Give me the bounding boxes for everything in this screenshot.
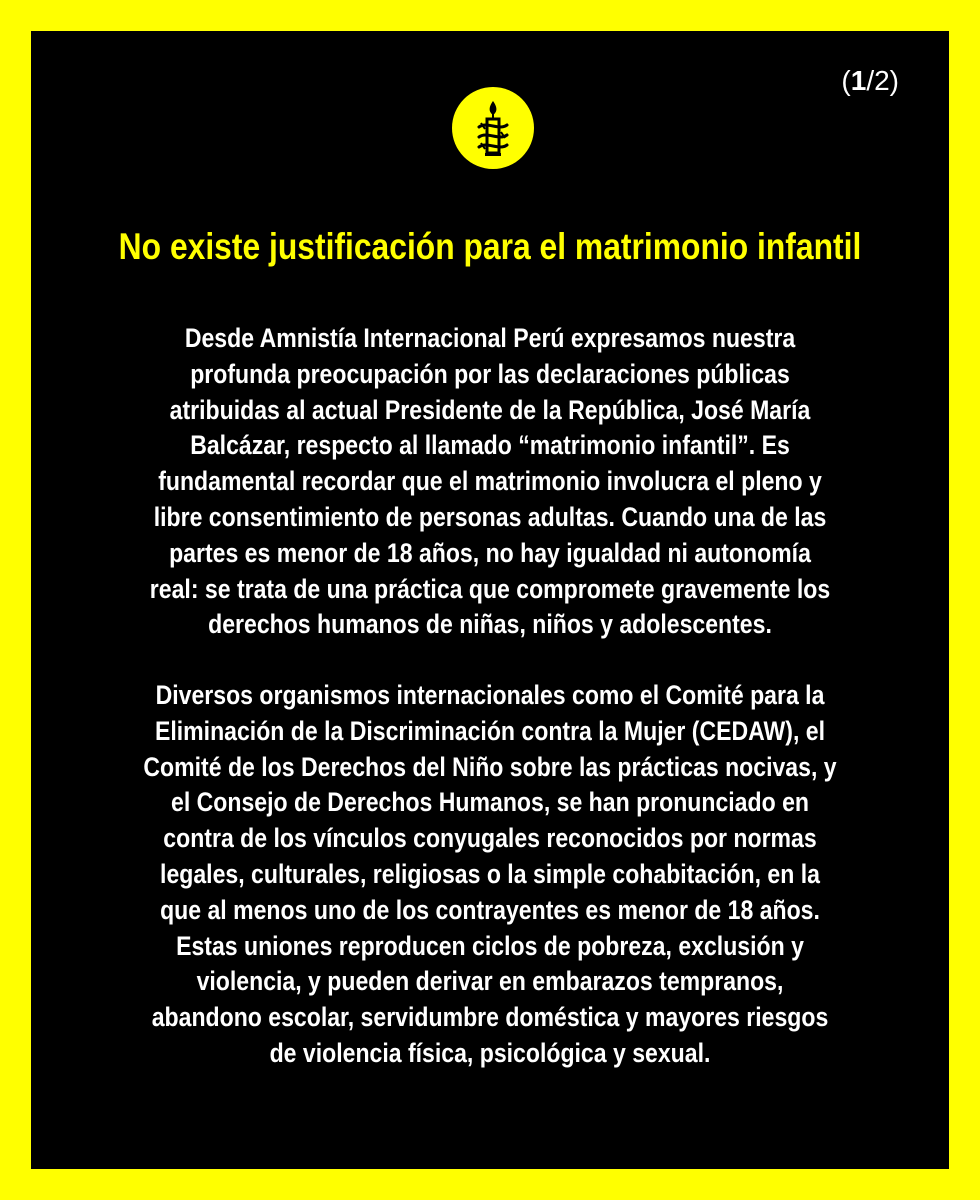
paragraph-line: Balcázar, respecto al llamado “matrimonio infantil”. Es <box>190 430 790 461</box>
paragraph-line: libre consentimiento de personas adultas. Cuando una de las <box>153 501 827 532</box>
page-title: No existe justificación para el matrimonio infantil <box>118 226 862 267</box>
paragraph-line: Comité de los Derechos del Niño sobre las prácticas nocivas, y <box>143 751 837 782</box>
paragraph-line: fundamental recordar que el matrimonio involucra el pleno y <box>158 466 822 497</box>
paragraph-line: Eliminación de la Discriminación contra la Mujer (CEDAW), el <box>154 715 826 746</box>
page-indicator: (1/2) <box>841 65 899 96</box>
paragraph-2 <box>143 678 837 1072</box>
paragraph-line: de violencia física, psicológica y sexual. <box>269 1037 711 1068</box>
candle-in-barbed-wire-icon <box>452 87 534 169</box>
paragraph-line: abandono escolar, servidumbre doméstica y mayores riesgos <box>151 1002 829 1033</box>
paragraph-line: que al menos uno de los contrayentes es menor de 18 años. <box>160 894 820 925</box>
paragraph-line: Desde Amnistía Internacional Perú expresamos nuestra <box>184 323 796 353</box>
paragraph-line: real: se trata de una práctica que compromete gravemente los <box>149 573 831 604</box>
paragraph-1 <box>143 321 837 643</box>
page-total: 2 <box>874 65 890 96</box>
content-panel <box>31 31 949 1169</box>
paragraph-line: Estas uniones reproducen ciclos de pobreza, exclusión y <box>176 930 804 961</box>
paragraph-line: profunda preocupación por las declaraciones públicas <box>190 358 790 389</box>
page-current: 1 <box>850 65 867 96</box>
paragraph-line: el Consejo de Derechos Humanos, se han pronunciado en <box>170 787 809 818</box>
paragraph-line: Diversos organismos internacionales como el Comité para la <box>155 680 825 710</box>
paragraph-line: partes es menor de 18 años, no hay igualdad ni autonomía <box>169 537 811 568</box>
paragraph-line: legales, culturales, religiosas o la simple cohabitación, en la <box>160 858 820 889</box>
paragraph-line: atribuidas al actual Presidente de la República, José María <box>169 394 811 425</box>
paragraph-line: violencia, y pueden derivar en embarazos tempranos, <box>196 966 784 997</box>
paragraph-line: derechos humanos de niñas, niños y adolescentes. <box>208 609 772 640</box>
paragraph-line: contra de los vínculos conyugales reconocidos por normas <box>163 823 817 854</box>
page-separator: / <box>866 65 875 96</box>
